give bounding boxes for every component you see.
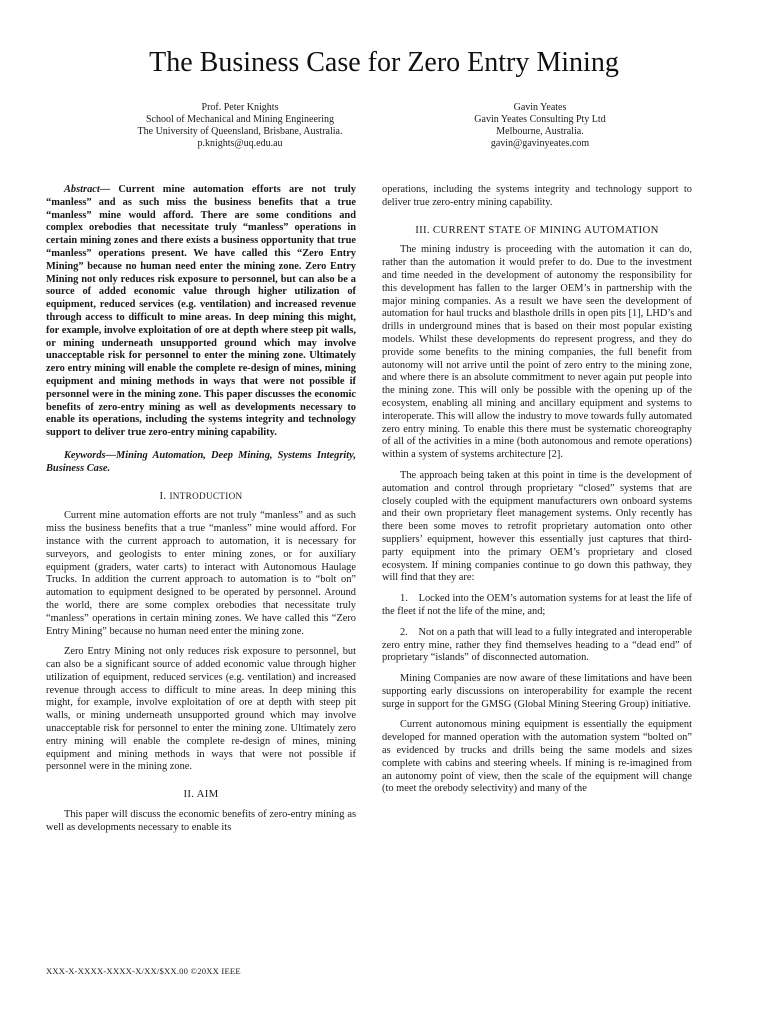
section-number: III. [415, 223, 430, 236]
author-block-2 [390, 102, 690, 150]
aim-paragraph: This paper will discuss the economic benefits of zero-entry mining as well as developments necessary to enable its [46, 809, 356, 833]
section-number: II. [183, 788, 195, 801]
copyright-footer: XXX-X-XXXX-XXXX-X/XX/$XX.00 ©20XX IEEE [46, 966, 241, 976]
author-affiliation: Gavin Yeates Consulting Pty Ltd [474, 114, 606, 125]
keywords [46, 450, 356, 476]
section-number: I. [159, 489, 167, 502]
author-name: Gavin Yeates [513, 102, 567, 113]
section-heading-introduction [46, 490, 356, 503]
section-heading-aim [46, 788, 356, 801]
aim-paragraph-continuation: operations, including the systems integrity and technology support to deliver true zero-entry mining capability. [382, 184, 692, 208]
section-title: AIM [196, 788, 219, 801]
section-heading-current-state [382, 224, 692, 237]
abstract-lead: Abstract— [64, 184, 119, 195]
state-paragraph-4: Current autonomous mining equipment is essentially the equipment developed for manned operation with the automation system “bolted on” as evidenced by trucks and drills being the same models and sizes complete with cabins and steering wheels. If mining is re-imagined from an autonomy point of view, then the scale of the equipment will change (to meet the orebody selectivity) and many of the [382, 719, 692, 795]
author-email: p.knights@uq.edu.au [197, 138, 283, 149]
abstract-text: Current mine automation efforts are not truly “manless” and as such miss the business benefits that a true “manless” mine would afford. There are some conditions and complex orebodies that necessitate truly “manless” operations in certain mining zones and there exists a business opportunity that true “manless” operations present. We have called this “Zero Entry Mining” because no human need enter the mining zone. Zero Entry Mining not only reduces risk exposure to personnel, but can also be a source of added economic value through higher utilization of equipment, reduced services (e.g. ventilation) and increased revenue through access to difficult to mine areas. In deep mining this might, for example, involve exploitation of ore at depth where steep pit walls, or mining underneath unsupported ground which may involve unacceptable risk for personnel to enter the mining zone. Ultimately zero entry mining will enable the complete re-design of mines, mining equipment and mining methods in ways that were not possible if personnel were in the mining zone. This paper discusses the economic benefits of zero-entry mining as well as developments necessary to enable its operations, including the systems integrity and technology support to deliver true zero-entry mining capability. [46, 184, 356, 439]
list-item: 1. Locked into the OEM’s automation systems for at least the life of the fleet if not the life of the mine, and; [382, 593, 692, 617]
abstract [46, 184, 356, 440]
section-title-part-b: OF [524, 224, 537, 235]
author-affiliation: School of Mechanical and Mining Engineering [145, 114, 334, 125]
author-block-1 [90, 102, 390, 150]
keywords-text: Mining Automation, Deep Mining, Systems Integrity, Business Case. [46, 449, 356, 474]
state-paragraph-2: The approach being taken at this point in time is the development of automation and control through proprietary “closed” systems that are closely coupled with the equipment manufacturers own onboard systems and their own proprietary fleet management systems. Only recently has there been some moves to retrofit proprietary automation onto other suppliers’ equipment, however this essentially just captures that third-party equipment into the primary OEM’s proprietary and closed ecosystem. If mining companies continue to go down this pathway, they will find that they are: [382, 469, 692, 584]
intro-paragraph-1: Current mine automation efforts are not truly “manless” and as such miss the business benefits that a true “manless” mine would afford. For instance with the current approach to automation, it is necessary for surveyors, and geologists to enter mining zones, or for auxiliary equipment (graders, water carts) to interact with Autonomous Haulage Trucks. In addition the current approach to automation is to “bolt on” automation to equipment designed to be operated by personnel. Around the world, there are some complex orebodies that necessitate truly “manless” operations in certain mining zones. We have called this “Zero Entry Mining” because no human need enter the mining zone. [46, 510, 356, 637]
section-title: INTRODUCTION [169, 490, 243, 501]
state-paragraph-1: The mining industry is proceeding with the automation it can do, rather than the automation it would prefer to do. Due to the investment and time needed in the development of autonomy the responsibility for this development has fallen to the larger OEM’s in partnership with the major mining companies. As a result we have seen the development of automation for haul trucks and blasthole drills in open pits [1], LHD’s and drills in underground mines that is based on their most popular existing models. Whilst these developments do represent progress, and they do provide some benefits to the mining companies, the full benefit from autonomy will not arrive until the point of zero entry to the mining zone, and where there is an absolute commitment to never again put people into the mining zone. This will only be possible with the opening up of the ecosystem, enabling all mining and ancillary equipment and systems to interoperate. This will allow the industry to move towards fully automated zero entry mining. To enable this there must be systematic choreography of all of the activities in a mine (both autonomous and remote operations) within a system of systems architecture [2]. [382, 244, 692, 461]
author-institution: Melbourne, Australia. [496, 126, 584, 137]
list-item: 2. Not on a path that will lead to a fully integrated and interoperable zero entry mine, rather they find themselves heading to a “dead end” of proprietary “islands” of disconnected automation. [382, 626, 692, 664]
left-column [46, 184, 356, 843]
section-title-part-a: CURRENT STATE [432, 223, 525, 236]
author-email: gavin@gavinyeates.com [490, 138, 590, 149]
state-paragraph-3: Mining Companies are now aware of these limitations and have been supporting early discussions on interoperability for example the recent surge in support for the GMSG (Global Mining Steering Group) initiative. [382, 673, 692, 710]
intro-paragraph-2: Zero Entry Mining not only reduces risk exposure to personnel, but can also be a significant source of added economic value through higher utilization of equipment, reduced services (e.g. ventilation) and increased revenue through access to difficult to mine areas. In deep mining this might, for example, involve exploitation of ore at depth with steep pit walls, or mining underneath unsupported ground which may involve unacceptable risk for personnel to enter the mining zone. Ultimately zero entry mining will enable the complete re-design of mines, mining equipment and mining methods in ways that were not possible if personnel were in the mining zone. [46, 646, 356, 773]
author-name: Prof. Peter Knights [201, 102, 279, 113]
keywords-lead: Keywords— [64, 449, 116, 461]
author-institution: The University of Queensland, Brisbane, Australia. [137, 126, 343, 137]
section-title-part-c: MINING AUTOMATION [536, 223, 659, 236]
paper-title: The Business Case for Zero Entry Mining [149, 47, 619, 78]
right-column [382, 184, 692, 804]
